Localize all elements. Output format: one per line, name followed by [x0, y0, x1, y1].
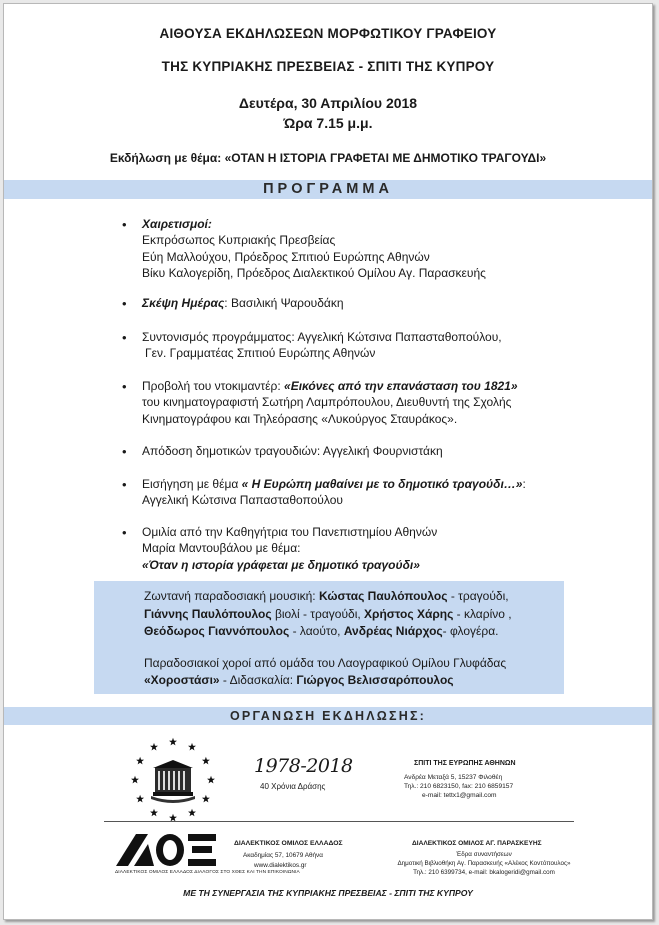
star-icon — [131, 776, 139, 784]
star-icon — [202, 795, 210, 803]
star-icon — [150, 809, 158, 817]
introduction-speaker: Αγγελική Κώτσινα Παπασταθοπούλου — [142, 493, 343, 508]
musician-role: - κλαρίνο , — [453, 606, 512, 621]
bullet-songs: • — [122, 444, 127, 459]
musician-role: - φλογέρα. — [442, 624, 499, 638]
program-item-documentary — [142, 378, 518, 427]
bullet-introduction: • — [122, 477, 127, 492]
coordination-line-2: Γεν. Γραμματέας Σπιτιού Ευρώπης Αθηνών — [145, 346, 376, 361]
program-item-songs: Απόδοση δημοτικών τραγουδιών: Αγγελική Φουρνιστάκη — [142, 444, 443, 458]
organization-heading: ΟΡΓΑΝΩΣΗ ΕΚΔΗΛΩΣΗΣ: — [4, 707, 652, 725]
dance-teacher: Γιώργος Βελισσαρόπουλος — [296, 673, 454, 687]
thought-text: : Βασιλική Ψαρουδάκη — [224, 296, 344, 310]
bullet-coordination: • — [122, 330, 127, 345]
documentary-prefix: Προβολή του ντοκιμαντέρ: — [142, 379, 285, 393]
event-date: Δευτέρα, 30 Απριλίου 2018 — [238, 95, 418, 111]
spiti-europis-email: e-mail: tettx1@gmail.com — [422, 792, 497, 799]
musician-name: Χρήστος Χάρης — [364, 606, 454, 621]
thought-label: Σκέψη Ημέρας — [142, 296, 225, 310]
dialektikos-ellados-address: Ακαδημίας 57, 10679 Αθήνα — [243, 852, 323, 859]
music-intro: Ζωντανή παραδοσιακή μουσική: — [144, 589, 319, 603]
musician-name: Θεόδωρος Γιαννόπουλος — [144, 624, 290, 638]
bullet-greetings: • — [122, 217, 127, 232]
dance-line-1: Παραδοσιακοί χοροί από ομάδα του Λαογραφικού Ομίλου Γλυφάδας — [144, 655, 507, 670]
divider — [104, 821, 574, 822]
footer-collaboration: ΜΕ ΤΗ ΣΥΝΕΡΓΑΣΙΑ ΤΗΣ ΚΥΠΡΙΑΚΗΣ ΠΡΕΣΒΕΙΑΣ - ΣΠΙΤΙ ΤΗΣ ΚΥΠΡΟΥ — [183, 888, 473, 898]
program-item-thought — [142, 295, 344, 311]
greetings-title: Χαιρετισμοί: — [142, 217, 212, 231]
spiti-europis-title: ΣΠΙΤΙ ΤΗΣ ΕΥΡΩΠΗΣ ΑΘΗΝΩΝ — [414, 760, 516, 767]
bullet-documentary: • — [122, 379, 127, 394]
musician-name: Ανδρέας Νιάρχος — [343, 624, 443, 638]
dialektikos-paraskevis-seat: Δημοτική Βιβλιοθήκη Αγ. Παρασκευής «Αλέκος Κοντόπουλος» — [397, 860, 571, 867]
star-icon — [136, 795, 144, 803]
greetings-line-3: Βίκυ Καλογερίδη, Πρόεδρος Διαλεκτικού Ομίλου Αγ. Παρασκευής — [142, 265, 486, 280]
music-line-3 — [144, 623, 564, 641]
music-box — [94, 581, 564, 694]
introduction-colon: : — [522, 477, 526, 491]
document-page — [3, 3, 653, 920]
program-item-introduction — [142, 476, 526, 509]
speech-title: «Όταν η ιστορία γράφεται με δημοτικό τραγούδι» — [142, 557, 420, 572]
parthenon-icon — [151, 760, 195, 803]
documentary-title: «Εικόνες από την επανάσταση του 1821» — [284, 379, 518, 393]
documentary-line-2: του κινηματογραφιστή Σωτήρη Λαμπρόπουλου, Διευθυντή της Σχολής — [142, 395, 512, 410]
star-icon — [169, 738, 177, 746]
spiti-europis-phone: Τηλ.: 210 6823150, fax: 210 6859157 — [404, 783, 514, 790]
bullet-thought: • — [122, 296, 127, 311]
dialektikos-ellados-logo — [114, 832, 218, 868]
coordination-line-1: Συντονισμός προγράμματος: Αγγελική Κώτσινα Παπασταθοπούλου, — [142, 330, 502, 344]
program-item-greetings — [142, 216, 486, 281]
europe-stars-logo — [129, 736, 217, 824]
musician-role: βιολί - τραγούδι, — [271, 606, 365, 621]
dialektikos-paraskevis-seat-label: Έδρα συναντήσεων — [456, 851, 512, 858]
dialektikos-ellados-website: www.dialektikos.gr — [254, 862, 307, 869]
star-icon — [202, 757, 210, 765]
venue-line-1: ΑΙΘΟΥΣΑ ΕΚΔΗΛΩΣΕΩΝ ΜΟΡΦΩΤΙΚΟΥ ΓΡΑΦΕΙΟΥ — [159, 26, 497, 41]
greetings-line-2: Εύη Μαλλούχου, Πρόεδρος Σπιτιού Ευρώπης Αθηνών — [142, 249, 430, 264]
dialektikos-paraskevis-title: ΔΙΑΛΕΚΤΙΚΟΣ ΟΜΙΛΟΣ ΑΓ. ΠΑΡΑΣΚΕΥΗΣ — [412, 840, 542, 847]
music-line-2 — [144, 606, 564, 624]
event-theme: Εκδήλωση με θέμα: «ΟΤΑΝ Η ΙΣΤΟΡΙΑ ΓΡΑΦΕΤΑΙ ΜΕ ΔΗΜΟΤΙΚΟ ΤΡΑΓΟΥΔΙ» — [109, 151, 547, 165]
star-icon — [207, 776, 215, 784]
greetings-line-1: Εκπρόσωπος Κυπριακής Πρεσβείας — [142, 233, 336, 248]
dialektikos-paraskevis-contact: Τηλ.: 210 6399734, e-mail: bkalogeridi@gmail.com — [413, 869, 555, 876]
dialektikos-ellados-title: ΔΙΑΛΕΚΤΙΚΟΣ ΟΜΙΛΟΣ ΕΛΛΑΔΟΣ — [234, 840, 343, 847]
musician-name: Κώστας Παυλόπουλος — [318, 589, 448, 603]
dance-line-2 — [144, 672, 564, 690]
star-icon — [188, 809, 196, 817]
music-line-1 — [144, 588, 564, 606]
dance-group: «Χοροστάσι» — [144, 673, 220, 687]
musician-role: - τραγούδι, — [447, 589, 509, 603]
venue-line-2: ΤΗΣ ΚΥΠΡΙΑΚΗΣ ΠΡΕΣΒΕΙΑΣ - ΣΠΙΤΙ ΤΗΣ ΚΥΠΡΟΥ — [161, 59, 495, 74]
program-heading: ΠΡΟΓΡΑΜΜΑ — [4, 180, 652, 199]
event-time: Ώρα 7.15 μ.μ. — [283, 115, 373, 131]
musician-role: - λαούτο, — [289, 624, 344, 638]
star-icon — [150, 743, 158, 751]
anniversary-years: 1978-2018 — [254, 755, 353, 777]
program-item-coordination — [142, 329, 502, 362]
musician-name: Γιάννης Παυλόπουλος — [144, 606, 272, 621]
speech-line-2: Μαρία Μαντουβάλου με θέμα: — [142, 541, 301, 556]
speech-line-1: Ομιλία από την Καθηγήτρια του Πανεπιστημίου Αθηνών — [142, 525, 438, 539]
dialektikos-logo-caption: ΔΙΑΛΕΚΤΙΚΟΣ ΟΜΙΛΟΣ ΕΛΛΑΔΟΣ ΔΙΑΛΟΓΟΣ ΣΤΟ ΧΘΕΣ ΚΑΙ ΤΗΝ ΕΠΙΚΟΙΝΩΝΙΑ — [115, 870, 300, 875]
bullet-speech: • — [122, 525, 127, 540]
introduction-prefix: Εισήγηση με θέμα — [142, 477, 242, 491]
introduction-title: « Η Ευρώπη μαθαίνει με το δημοτικό τραγούδι…» — [241, 477, 523, 491]
spiti-europis-address: Ανδρέα Μεταξά 5, 15237 Φιλοθέη — [404, 774, 503, 781]
star-icon — [188, 743, 196, 751]
dance-teaching-label: - Διδασκαλία: — [219, 673, 297, 687]
star-icon — [136, 757, 144, 765]
documentary-line-3: Κινηματογράφου και Τηλεόρασης «Λυκούργος Σταυράκος». — [142, 411, 458, 426]
program-item-speech — [142, 524, 437, 573]
anniversary-subtitle: 40 Χρόνια Δράσης — [260, 782, 326, 791]
